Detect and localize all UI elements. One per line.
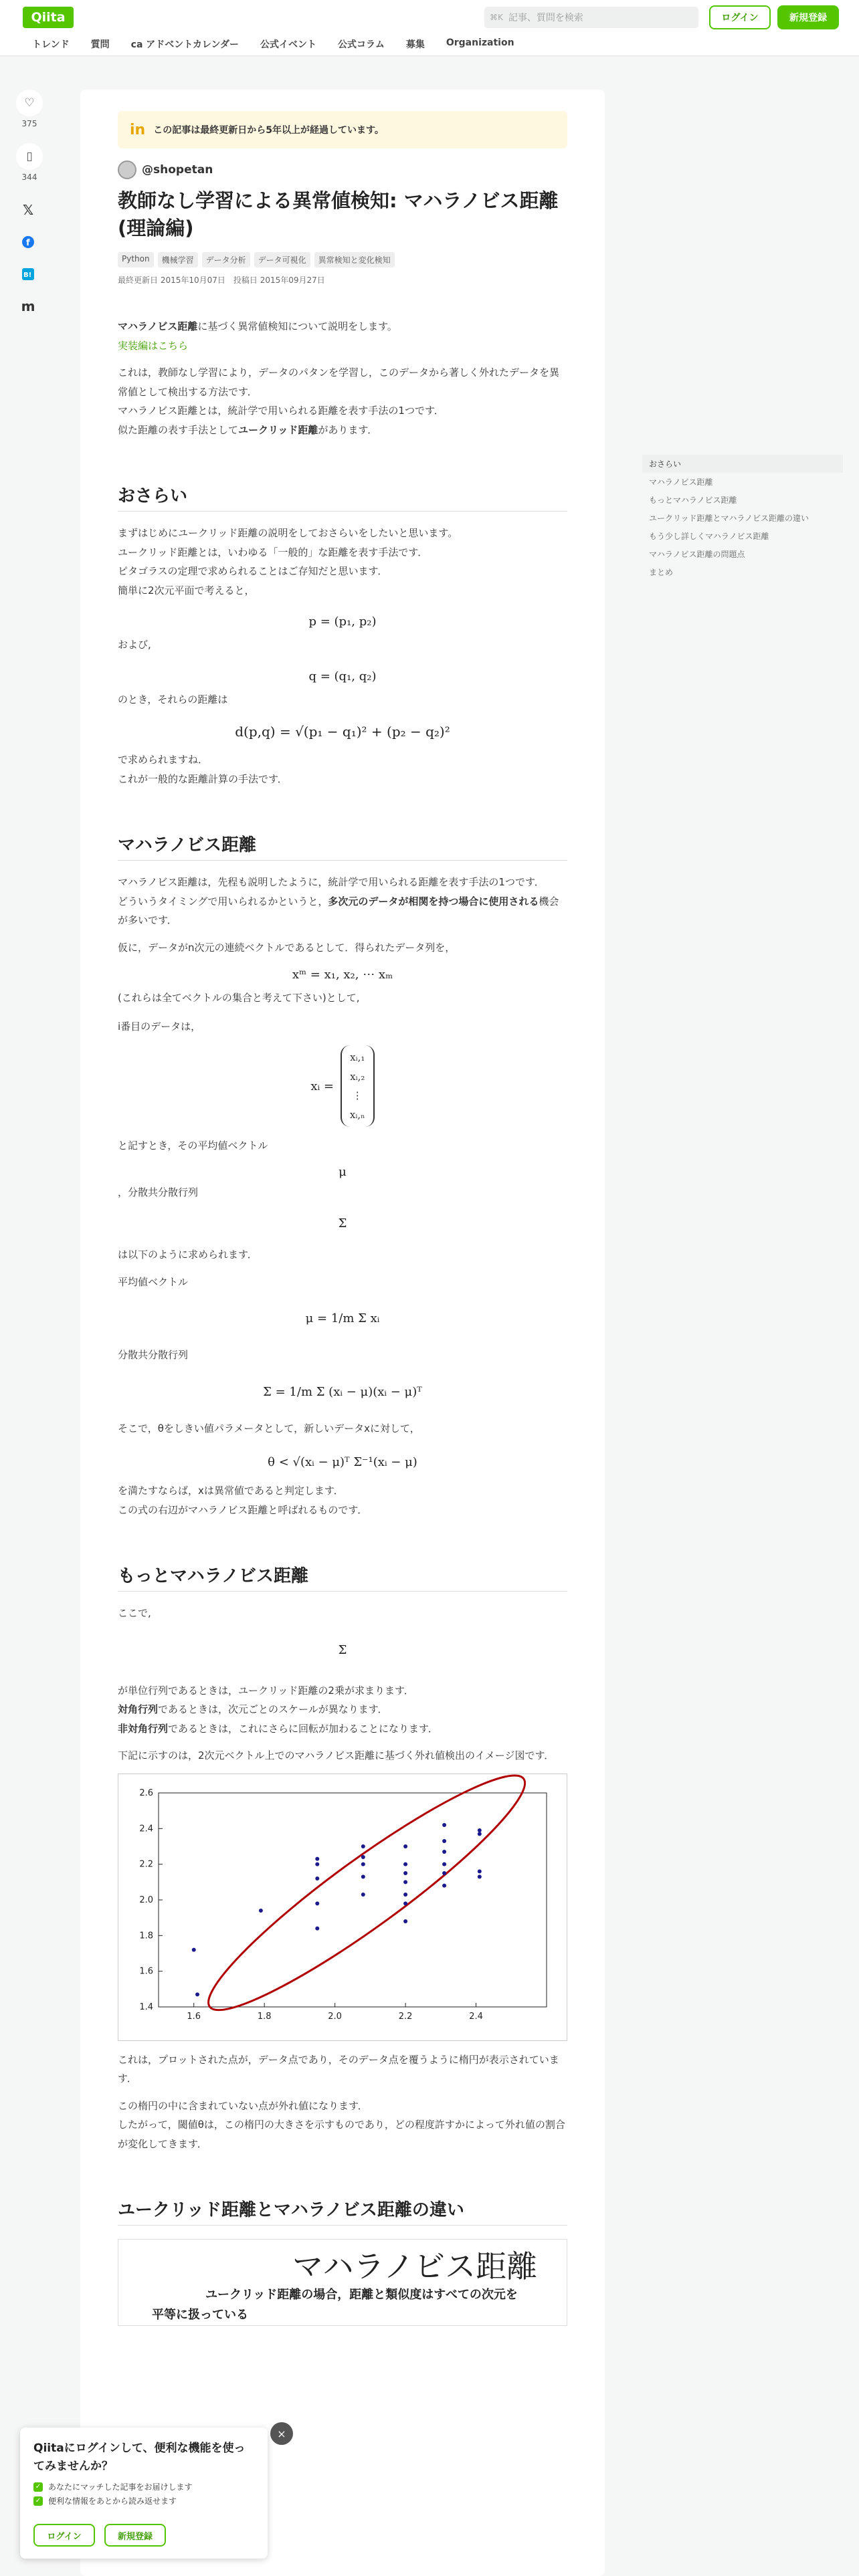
table-of-contents (642, 455, 843, 581)
x-tick-label: 2.2 (398, 2011, 413, 2022)
scatter-chart (118, 1774, 567, 2041)
page-title: 教師なし学習による異常値検知: マハラノビス距離(理論編) (118, 189, 559, 239)
toc-item[interactable]: マハラノビス距離 (649, 477, 713, 487)
hatena-icon[interactable] (15, 261, 41, 288)
data-point (361, 1893, 365, 1897)
toc-item[interactable]: もう少し詳しくマハラノビス距離 (649, 532, 769, 541)
nav-questions[interactable]: 質問 (90, 39, 110, 50)
data-point (442, 1823, 446, 1827)
mahalanobis-ellipse (190, 1774, 544, 2034)
tag[interactable]: Python (118, 252, 154, 267)
nav-events[interactable]: 公式イベント (260, 39, 316, 50)
article-dates: 最終更新日 2015年10月07日 投稿日 2015年09月27日 (118, 276, 325, 286)
data-point (478, 1828, 482, 1832)
x-icon[interactable]: 𝕏 (22, 202, 34, 218)
equation-p: p = (p₁, p₂) (308, 615, 377, 629)
toc-item[interactable]: もっとマハラノビス距離 (649, 496, 737, 505)
implementation-link[interactable]: 実装編はこちら (118, 339, 189, 352)
signup-button[interactable]: 新規登録 (777, 5, 839, 29)
prompt-signup-button[interactable]: 新規登録 (104, 2524, 166, 2547)
more-icon[interactable]: m (21, 298, 35, 314)
y-tick-label: 2.0 (139, 1895, 153, 1905)
data-point (403, 1844, 407, 1848)
data-point (315, 1901, 319, 1905)
equation-series: xᵐ = x₁, x₂, ⋯ xₘ (292, 968, 393, 982)
article-actions (15, 90, 44, 325)
avatar[interactable] (118, 160, 136, 179)
image-subtitle: 平等に扱っている (152, 2308, 248, 2322)
data-point (442, 1839, 446, 1843)
nav-recruiting[interactable]: 募集 (405, 39, 425, 50)
data-point (403, 1893, 407, 1897)
x-tick-label: 2.0 (328, 2011, 342, 2022)
image-subtitle: ユークリッド距離の場合，距離と類似度はすべての次元を (205, 2288, 518, 2302)
data-point (315, 1926, 319, 1930)
check-icon: ✓ (33, 2496, 43, 2506)
x-tick-label: 1.6 (187, 2011, 201, 2022)
toc-item[interactable]: まとめ (649, 568, 674, 577)
stock-action[interactable] (15, 143, 44, 182)
toc-item[interactable]: おさらい (642, 455, 843, 473)
author[interactable] (118, 160, 567, 179)
equation-q: q = (q₁, q₂) (308, 669, 377, 683)
y-tick-label: 2.6 (139, 1788, 153, 1798)
data-point (403, 1880, 407, 1884)
sigma-symbol: Σ (338, 1642, 347, 1657)
outdated-notice: in この記事は最終更新日から5年以上が経過しています。 (118, 111, 567, 148)
section-heading: マハラノビス距離 (118, 831, 567, 861)
svg-text:B!: B! (23, 272, 32, 279)
top-header (0, 0, 859, 56)
warning-icon: in (130, 121, 146, 138)
stock-icon[interactable]: ▯ (16, 143, 43, 170)
prompt-benefit: ✓ 便利な情報をあとから読み返せます (33, 2495, 254, 2506)
equation-euclid: d(p,q) = √(p₁ − q₁)² + (p₂ − q₂)² (235, 724, 450, 740)
article-body: マハラノビス距離に基づく異常値検知について説明をします。 実装編はこちら これは，教師なし学習により，データのパタンを学習し，このデータから著しく外れたデータを異常値として検出する方法です． マハラノビス距離とは，統計学で用いられる距離を表す手法の1つです． 似た距離の表す手法としてユークリッド距離があります． おさらい まずはじめにユークリッド距離の説明をしておさらいをしたいと思います。 ユークリッド距離とは，いわゆる「一般的」な距離を表す手法です． ピタゴラスの定理で求められることはご存知だと思います． 簡単に2次元平面で考えると， p = (p₁, p₂) および, q = (q₁, q₂) のとき，それらの距離は d(p,q) = √(p₁ − q₁)² + (p₂ − q₂)² で求められますね． これが一般的な距離計算の手法です． マハラノビス距離 マハラノビス距離は，先程も説明したように，統計学で用いられる距離を表す手法の1つです． どういうタイミングで用いられるかというと，多次元のデータが相関を持つ場合に使用される機会が多いです． 仮に，データがn次元の連続ベクトルであるとして．得られたデータ列を， xᵐ = x₁, x₂, ⋯ xₘ (これらは全てベクトルの集合と考えて下さい)として, i番目のデータは， xᵢ = xᵢ,₁ xᵢ,₂ ⋮ xᵢ,ₙ と記すとき，その平均値ベクトル μ ，分散共分散行列 Σ は以下のように求められます． 平均値ベクトル μ = 1/m Σ xᵢ 分散共分散行列 Σ = 1/m Σ (xᵢ − μ)(xᵢ − μ)ᵀ そこで，θをしきい値パラメータとして，新しいデータxに対して， θ < √(xᵢ − μ)ᵀ Σ⁻¹(xᵢ − μ) を満たすならば，xは異常値であると判定します． この式の右辺がマハラノビス距離と呼ばれるものです． もっとマハラノビス距離 ここで, Σ が単位行列であるときは，ユークリッド距離の2乗が求まります． 対角行列であるときは，次元ごとのスケールが異なります． 非対角行列であるときは，これにさらに回転が加わることになります． 下記に示すのは，2次元ベクトル上でのマハラノビス距離に基づく外れ値検出のイメージ図です． 1.6 1.8 2.0 2.2 2.4 1.4 1.6 1.8 2.0 2.2 2.4 2.6 これは，プロットされた点が，データ点であり，そのデータ点を覆うように楕円が表示されています． この楕円の中に含まれていない点が外れ値になります． したがって，閾値θは，この楕円の大きさを示すものであり，どの程度許すかによって外れ値の割合が変化してきます． ユークリッド距離とマハラノビス距離の違い マハラノビス距離 ユークリッド距離の場合，距離と類似度はすべての次元を 平等に扱っている (118, 317, 567, 2326)
login-button[interactable]: ログイン (709, 5, 771, 29)
tag[interactable]: 異常検知と変化検知 (314, 252, 395, 267)
nav-advent-calendar[interactable]: ca アドベントカレンダー (130, 39, 239, 50)
y-tick-label: 1.6 (139, 1966, 153, 1977)
nav-columns[interactable]: 公式コラム (337, 39, 385, 50)
x-tick-label: 1.8 (257, 2011, 272, 2022)
facebook-icon[interactable] (15, 229, 41, 255)
data-point (195, 1992, 199, 1996)
comparison-image (118, 2239, 567, 2326)
data-point (361, 1874, 365, 1879)
search-placeholder: 記事、質問を検索 (508, 13, 583, 23)
tag[interactable]: データ可視化 (254, 252, 310, 267)
prompt-title: Qiitaにログインして、便利な機能を使ってみませんか？ (33, 2442, 246, 2474)
search-input[interactable] (484, 7, 698, 28)
check-icon: ✓ (33, 2482, 43, 2492)
data-point (403, 1871, 407, 1875)
equation-threshold: θ < √(xᵢ − μ)ᵀ Σ⁻¹(xᵢ − μ) (268, 1455, 417, 1469)
mu-symbol: μ (339, 1164, 347, 1179)
search-shortcut: ⌘K (490, 13, 503, 22)
data-point (361, 1855, 365, 1859)
author-name[interactable]: @shopetan (142, 163, 213, 177)
nav-trend[interactable]: トレンド (32, 39, 70, 50)
login-prompt (20, 2428, 268, 2559)
y-tick-label: 2.2 (139, 1859, 153, 1870)
tag[interactable]: 機械学習 (158, 252, 198, 267)
data-point (478, 1874, 482, 1879)
data-point (478, 1869, 482, 1873)
heart-icon[interactable]: ♡ (16, 90, 43, 116)
data-point (442, 1850, 446, 1854)
data-point (442, 1871, 446, 1875)
stock-count: 344 (21, 173, 37, 182)
y-tick-label: 1.8 (139, 1930, 153, 1941)
data-point (315, 1862, 319, 1866)
data-point (259, 1909, 263, 1913)
sigma-symbol: Σ (338, 1216, 347, 1230)
data-point (192, 1947, 196, 1951)
global-nav (32, 37, 514, 51)
x-tick-label: 2.4 (469, 2011, 483, 2022)
prompt-benefit: ✓ あなたにマッチした記事をお届けします (33, 2481, 254, 2492)
section-heading: もっとマハラノビス距離 (118, 1562, 567, 1592)
y-tick-label: 1.4 (139, 2002, 153, 2012)
equation-xi: xᵢ = xᵢ,₁ xᵢ,₂ ⋮ xᵢ,ₙ (118, 1045, 567, 1127)
prompt-login-button[interactable]: ログイン (33, 2524, 95, 2547)
data-point (403, 1862, 407, 1866)
data-point (403, 1901, 407, 1905)
tag[interactable]: データ分析 (202, 252, 250, 267)
section-heading: おさらい (118, 482, 567, 512)
close-icon[interactable]: × (270, 2422, 293, 2445)
data-point (361, 1862, 365, 1866)
data-point (442, 1883, 446, 1887)
plot-frame (159, 1793, 547, 2007)
data-point (442, 1862, 446, 1866)
section-heading: ユークリッド距離とマハラノビス距離の違い (118, 2196, 567, 2226)
data-point (315, 1876, 319, 1881)
nav-organization[interactable]: Organization (446, 37, 514, 48)
scatter-svg (118, 1774, 567, 2040)
toc-item[interactable]: ユークリッド距離とマハラノビス距離の違い (649, 514, 809, 523)
data-point (403, 1919, 407, 1923)
article-card (80, 90, 605, 2576)
like-count: 375 (21, 119, 37, 128)
data-point (315, 1856, 319, 1860)
data-point (361, 1844, 365, 1848)
tag-list (118, 252, 567, 267)
like-action[interactable] (15, 90, 44, 128)
svg-text:f: f (26, 238, 30, 248)
qiita-logo[interactable]: Qiita (23, 7, 74, 28)
image-title: マハラノビス距離 (292, 2248, 538, 2284)
toc-item[interactable]: マハラノビス距離の問題点 (649, 550, 745, 559)
equation-covariance: Σ = 1/m Σ (xᵢ − μ)(xᵢ − μ)ᵀ (263, 1384, 422, 1399)
equation-mean: μ = 1/m Σ xᵢ (305, 1311, 380, 1325)
data-point (478, 1832, 482, 1836)
y-tick-label: 2.4 (139, 1823, 153, 1834)
